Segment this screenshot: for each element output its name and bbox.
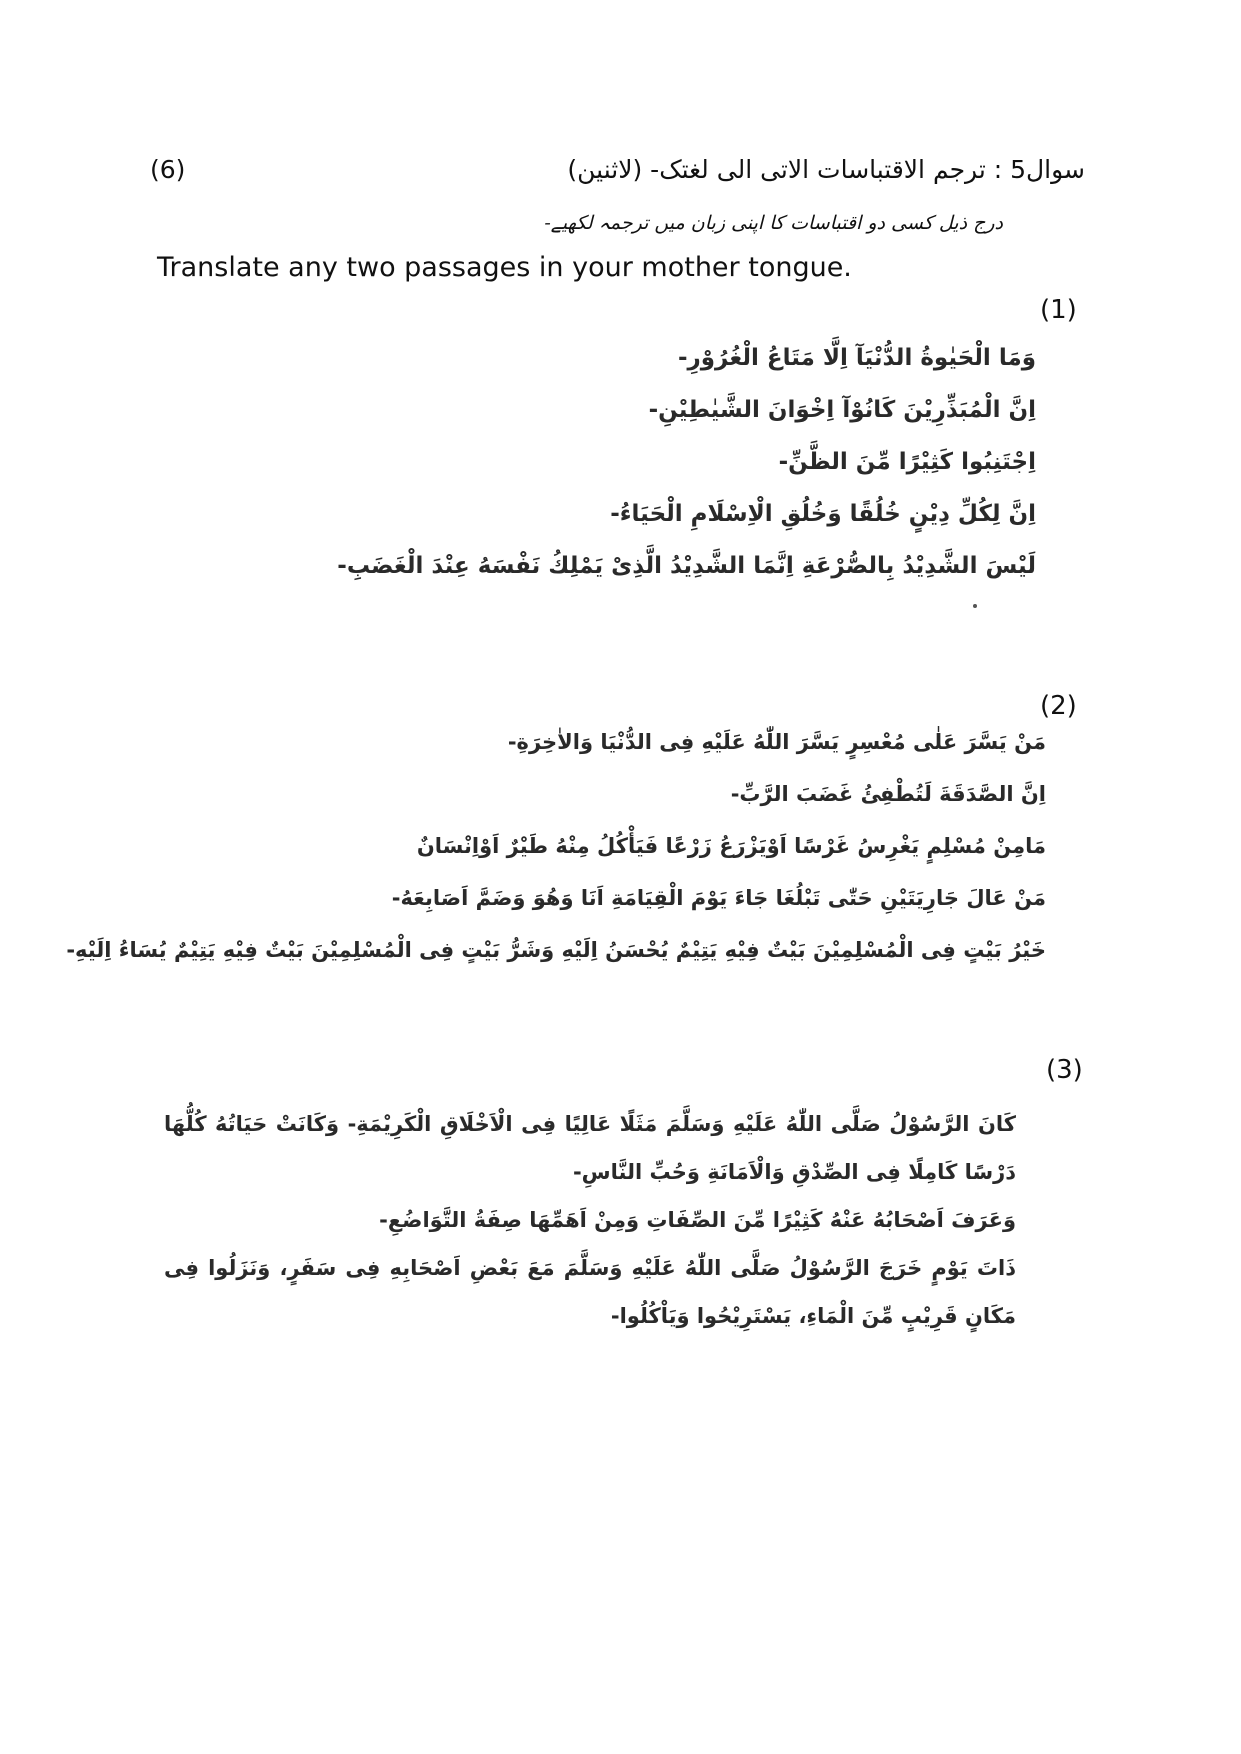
- passage-1-line: اِنَّ الْمُبَذِّرِيْنَ كَانُوْآ اِخْوَانَ الشَّيٰطِيْنِ-: [648, 397, 1036, 423]
- passage-2-line: خَيْرُ بَيْتٍ فِى الْمُسْلِمِيْنَ بَيْتٌ فِيْهِ يَتِيْمٌ يُحْسَنُ اِلَيْهِ وَشَرُّ بَيْتٍ فِى الْمُسْلِمِيْنَ بَيْتٌ فِيْهِ يَتِيْمٌ يُسَاءُ اِلَيْهِ-: [66, 938, 1046, 962]
- passage-3: [164, 1100, 1064, 1340]
- question-title: سوال5 : ترجم الاقتباسات الاتی الی لغتک- (لاثنین): [567, 155, 1085, 184]
- passage-3-number: (3): [1046, 1055, 1083, 1085]
- question-header: [150, 148, 1085, 192]
- passage-1: [337, 332, 1036, 592]
- passage-2-line: مَنْ عَالَ جَارِيَتَيْنِ حَتّٰى تَبْلُغَا جَاءَ يَوْمَ الْقِيَامَةِ اَنَا وَهُوَ وَضَمَّ اَصَابِعَهُ-: [391, 886, 1046, 910]
- passage-2-line: مَامِنْ مُسْلِمٍ يَغْرِسُ غَرْسًا اَوْيَزْرَعُ زَرْعًا فَيَأْكُلُ مِنْهُ طَيْرٌ اَوْاِنْسَانٌ: [416, 834, 1046, 858]
- passage-2: [66, 716, 1046, 976]
- question-marks: (6): [150, 155, 186, 184]
- passage-1-number: (1): [1040, 295, 1077, 325]
- english-instruction: Translate any two passages in your mother tongue.: [157, 252, 852, 283]
- passage-2-line: مَنْ يَسَّرَ عَلٰى مُعْسِرٍ يَسَّرَ اللّٰهُ عَلَيْهِ فِى الدُّنْيَا وَالاٰخِرَةِ-: [507, 730, 1046, 754]
- passage-1-line: وَمَا الْحَيٰوةُ الدُّنْيَآ اِلَّا مَتَاعُ الْغُرُوْرِ-: [677, 345, 1036, 371]
- urdu-instruction: درج ذیل کسی دو اقتباسات کا اپنی زبان میں ترجمہ لکھیے-: [544, 212, 1003, 234]
- passage-2-line: اِنَّ الصَّدَقَةَ لَتُطْفِئُ غَضَبَ الرَّبِّ-: [730, 782, 1046, 806]
- passage-1-line: لَيْسَ الشَّدِيْدُ بِالصُّرْعَةِ اِنَّمَا الشَّدِيْدُ الَّذِىْ يَمْلِكُ نَفْسَهُ عِنْدَ الْغَضَبِ-: [337, 553, 1036, 579]
- passage-3-paragraph: ذَاتَ يَوْمٍ خَرَجَ الرَّسُوْلُ صَلَّى اللّٰهُ عَلَيْهِ وَسَلَّمَ مَعَ بَعْضِ اَصْحَابِهِ فِى سَفَرٍ، وَنَزَلُوا فِى مَكَانٍ قَرِيْبٍ مِّنَ الْمَاءِ، يَسْتَرِيْحُوا وَيَاْكُلُوا-: [164, 1256, 1016, 1328]
- passage-3-paragraph: وَعَرَفَ اَصْحَابُهُ عَنْهُ كَثِيْرًا مِّنَ الصِّفَاتِ وَمِنْ اَهَمِّهَا صِفَةُ التَّوَاضُعِ-: [379, 1208, 1016, 1232]
- passage-3-paragraph: كَانَ الرَّسُوْلُ صَلَّى اللّٰهُ عَلَيْهِ وَسَلَّمَ مَثَلًا عَالِيًا فِى الْاَخْلَاقِ الْكَرِيْمَةِ- وَكَانَتْ حَيَاتُهُ كُلُّهَا دَرْسًا كَامِلًا فِى الصِّدْقِ وَالْاَمَانَةِ وَحُبِّ النَّاسِ-: [164, 1112, 1016, 1184]
- passage-1-line: اِنَّ لِكُلِّ دِيْنٍ خُلُقًا وَخُلُقِ الْاِسْلَامِ الْحَيَاءُ-: [610, 501, 1036, 527]
- passage-1-line: اِجْتَنِبُوا كَثِيْرًا مِّنَ الظَّنِّ-: [778, 449, 1036, 475]
- scan-speck: [973, 604, 977, 608]
- passage-2-number: (2): [1040, 691, 1077, 721]
